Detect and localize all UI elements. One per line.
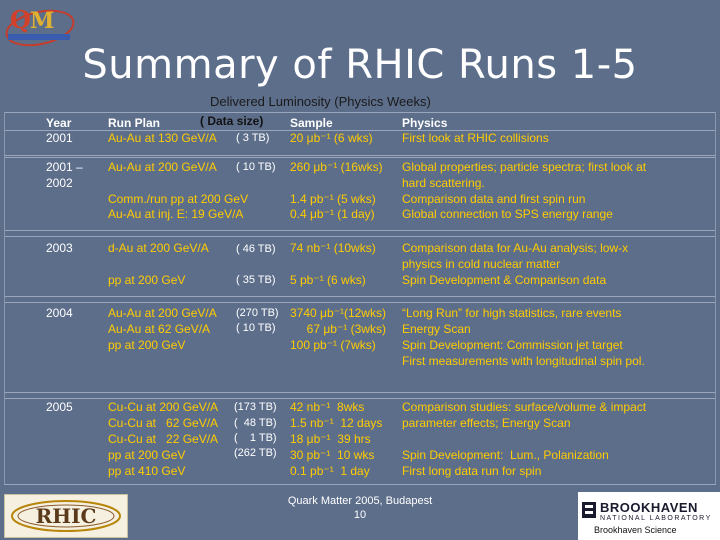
sample-line: 100 pb⁻¹ (7wks): [290, 338, 376, 352]
year-cell: 2001 – 2002: [46, 160, 83, 190]
physics-line: “Long Run” for high statistics, rare events: [402, 306, 622, 320]
physics-line: Energy Scan: [402, 322, 471, 336]
physics-line: Comparison data and first spin run: [402, 192, 586, 206]
bnl-lab: NATIONAL LABORATORY: [600, 515, 712, 522]
size-line: (173 TB): [234, 401, 277, 413]
rhic-logo: [4, 494, 128, 538]
sample-line: 3740 μb⁻¹(12wks): [290, 306, 386, 320]
size-line: ( 10 TB): [236, 161, 276, 173]
bnl-caption: Brookhaven Science: [594, 525, 677, 535]
size-line: ( 1 TB): [234, 432, 277, 444]
plan-line: pp at 200 GeV: [108, 448, 186, 462]
size-line: ( 46 TB): [236, 243, 276, 255]
size-line: ( 48 TB): [234, 417, 277, 429]
row-divider: [4, 302, 716, 303]
plan-line: Cu-Cu at 200 GeV/A: [108, 400, 219, 414]
brookhaven-logo: [578, 492, 720, 540]
physics-line: First look at RHIC collisions: [402, 131, 549, 145]
year-cell: 2005: [46, 400, 73, 414]
slide-footer: [250, 494, 470, 522]
header-sample: Sample: [290, 116, 333, 130]
size-line: (270 TB): [236, 307, 279, 319]
plan-line: Au-Au at 200 GeV/A: [108, 160, 217, 174]
size-line: (262 TB): [234, 447, 277, 459]
sample-line: 0.1 pb⁻¹ 1 day: [290, 464, 370, 478]
sample-line: 18 μb⁻¹ 39 hrs: [290, 432, 371, 446]
size-line: ( 3 TB): [236, 132, 270, 144]
page-number: 10: [353, 509, 367, 521]
plan-line: pp at 200 GeV: [108, 273, 186, 287]
header-run-plan: Run Plan: [108, 116, 161, 130]
plan-line: Au-Au at 130 GeV/A: [108, 131, 217, 145]
plan-line: Au-Au at 62 GeV/A: [108, 322, 211, 336]
row-divider: [4, 230, 716, 231]
sample-line: 1.5 nb⁻¹ 12 days: [290, 416, 383, 430]
page-title: Summary of RHIC Runs 1-5: [82, 42, 638, 88]
sample-line: 30 pb⁻¹ 10 wks: [290, 448, 375, 462]
sample-line: 67 μb⁻¹ (3wks): [290, 322, 386, 336]
plan-line: Au-Au at inj. E: 19 GeV/A: [108, 207, 244, 221]
physics-line: hard scattering.: [402, 176, 485, 190]
sample-line: 1.4 pb⁻¹ (5 wks): [290, 192, 376, 206]
plan-line: d-Au at 200 GeV/A: [108, 241, 209, 255]
physics-line: Spin Development: Commission jet target: [402, 338, 623, 352]
physics-line: parameter effects; Energy Scan: [402, 416, 571, 430]
sample-line: 0.4 μb⁻¹ (1 day): [290, 207, 375, 221]
physics-line: Comparison studies: surface/volume & impact: [402, 400, 647, 414]
table-top-border: [4, 112, 716, 113]
bnl-name: BROOKHAVEN: [600, 500, 698, 515]
table-subtitle: Delivered Luminosity (Physics Weeks): [210, 94, 431, 109]
row-divider: [4, 236, 716, 237]
physics-line: First measurements with longitudinal spin pol.: [402, 354, 645, 368]
row-divider: [4, 155, 716, 156]
physics-line: First long data run for spin: [402, 464, 542, 478]
table-left-border: [4, 112, 5, 484]
year-cell: 2003: [46, 241, 73, 255]
year-cell: 2004: [46, 306, 73, 320]
plan-line: pp at 410 GeV: [108, 464, 186, 478]
sample-line: 74 nb⁻¹ (10wks): [290, 241, 376, 255]
row-divider: [4, 398, 716, 399]
physics-line: physics in cold nuclear matter: [402, 257, 561, 271]
row-divider: [4, 392, 716, 393]
sample-line: 5 pb⁻¹ (6 wks): [290, 273, 366, 287]
svg-text:Q: Q: [10, 5, 31, 34]
rhic-logo-text: RHIC: [35, 504, 97, 528]
table-right-border: [715, 112, 716, 484]
plan-line: Comm./run pp at 200 GeV: [108, 192, 249, 206]
header-year: Year: [46, 116, 72, 130]
physics-line: Global properties; particle spectra; first look at: [402, 160, 647, 174]
size-line: ( 10 TB): [236, 322, 276, 334]
plan-line: Cu-Cu at 22 GeV/A: [108, 432, 219, 446]
svg-text:M: M: [30, 8, 55, 34]
header-physics: Physics: [402, 116, 448, 130]
rhic-logo-graphic: [5, 495, 127, 537]
sample-line: 20 μb⁻¹ (6 wks): [290, 131, 373, 145]
plan-line: Au-Au at 200 GeV/A: [108, 306, 217, 320]
sample-line: 260 μb⁻¹ (16wks): [290, 160, 383, 174]
physics-line: Comparison data for Au-Au analysis; low-x: [402, 241, 629, 255]
sample-line: 42 nb⁻¹ 8wks: [290, 400, 365, 414]
bnl-emblem-icon: [580, 500, 600, 522]
physics-line: Spin Development & Comparison data: [402, 273, 607, 287]
physics-line: Global connection to SPS energy range: [402, 207, 613, 221]
footer-conference: Quark Matter 2005, Budapest: [287, 495, 433, 507]
plan-line: pp at 200 GeV: [108, 338, 186, 352]
plan-line: Cu-Cu at 62 GeV/A: [108, 416, 219, 430]
table-bottom-border: [4, 484, 716, 485]
data-size-header: ( Data size): [200, 114, 264, 128]
year-cell: 2001: [46, 131, 73, 145]
size-line: ( 35 TB): [236, 274, 276, 286]
row-divider: [4, 157, 716, 158]
row-divider: [4, 296, 716, 297]
physics-line: Spin Development: Lum., Polanization: [402, 448, 609, 462]
